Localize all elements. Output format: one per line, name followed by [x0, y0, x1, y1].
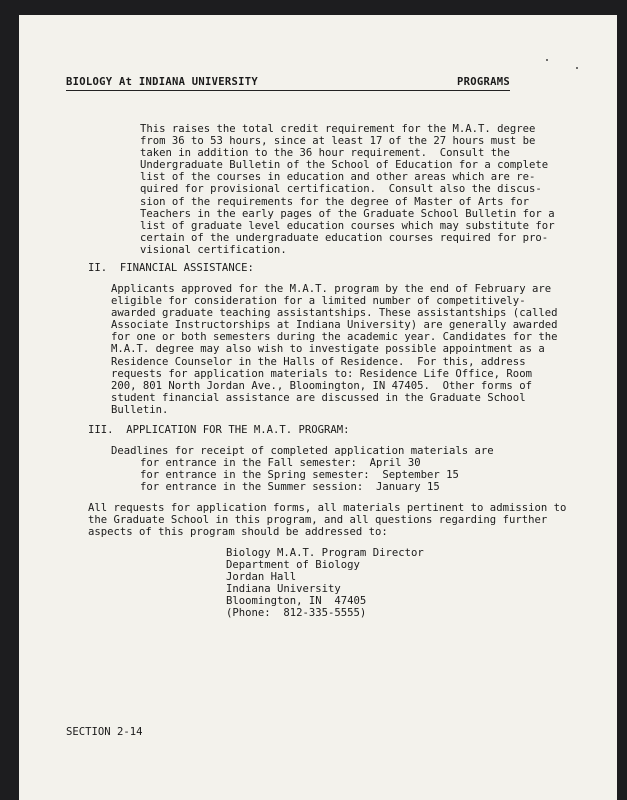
text-line: list of graduate level education courses which may substitute for	[140, 219, 555, 232]
text-line: quired for provisional certification. Consult also the discus-	[140, 183, 542, 196]
text-line: aspects of this program should be addressed to:	[88, 526, 388, 539]
deadlines-list	[140, 457, 459, 493]
text-line: Associate Instructorships at Indiana University) are generally awarded	[111, 319, 558, 332]
text-line: eligible for consideration for a limited number of competitively-	[111, 295, 526, 308]
address-line: Jordan Hall	[226, 571, 297, 584]
address-line: Bloomington, IN 47405	[226, 595, 367, 608]
deadline-item: for entrance in the Spring semester: September 15	[140, 469, 459, 482]
text-line: for one or both semesters during the academic year. Candidates for the	[111, 331, 558, 344]
text-line: This raises the total credit requirement for the M.A.T. degree	[140, 123, 536, 135]
header-title: BIOLOGY At INDIANA UNIVERSITY	[66, 76, 259, 88]
text-line: taken in addition to the 36 hour requirement. Consult the	[140, 147, 510, 160]
text-line: awarded graduate teaching assistantships. These assistantships (called	[111, 307, 558, 320]
address-line: Department of Biology	[226, 559, 360, 572]
page-header	[66, 76, 510, 91]
section-heading-application: III. APPLICATION FOR THE M.A.T. PROGRAM:	[88, 424, 350, 436]
text-line: requests for application materials to: Residence Life Office, Room	[111, 367, 532, 380]
section-heading-financial-assistance: II. FINANCIAL ASSISTANCE:	[88, 262, 254, 274]
text-line: 200, 801 North Jordan Ave., Bloomington, IN 47405. Other forms of	[111, 379, 532, 392]
text-line: Residence Counselor in the Halls of Residence. For this, address	[111, 355, 526, 368]
text-line: from 36 to 53 hours, since at least 17 of the 27 hours must be	[140, 135, 536, 148]
text-line: visional certification.	[140, 243, 287, 256]
deadline-item: for entrance in the Summer session: January 15	[140, 481, 440, 494]
text-line: All requests for application forms, all materials pertinent to admission to	[88, 502, 567, 514]
text-line: Undergraduate Bulletin of the School of Education for a complete	[140, 159, 549, 172]
address-line: Biology M.A.T. Program Director	[226, 547, 424, 559]
page-footer: SECTION 2-14	[66, 726, 143, 738]
text-line: Applicants approved for the M.A.T. program by the end of February are	[111, 283, 552, 295]
address-block	[226, 547, 424, 620]
deadline-item: for entrance in the Fall semester: April 30	[140, 457, 421, 469]
intro-paragraph	[140, 123, 555, 256]
financial-assistance-paragraph	[111, 283, 557, 416]
text-line: sion of the requirements for the degree of Master of Arts for	[140, 195, 530, 208]
text-line: certain of the undergraduate education courses required for pro-	[140, 231, 549, 244]
requests-paragraph	[88, 502, 566, 538]
text-line: student financial assistance are discussed in the Graduate School	[111, 391, 526, 404]
text-line: the Graduate School in this program, and all questions regarding further	[88, 514, 548, 527]
text-line: Bulletin.	[111, 403, 169, 416]
text-line: M.A.T. degree may also wish to investigate possible appointment as a	[111, 343, 545, 356]
address-line: Indiana University	[226, 583, 341, 596]
deadlines-intro: Deadlines for receipt of completed application materials are	[111, 445, 494, 457]
text-line: Teachers in the early pages of the Graduate School Bulletin for a	[140, 207, 555, 220]
address-line: (Phone: 812-335-5555)	[226, 607, 367, 620]
header-section: PROGRAMS	[457, 76, 510, 88]
text-line: list of the courses in education and other areas which are re-	[140, 171, 536, 184]
